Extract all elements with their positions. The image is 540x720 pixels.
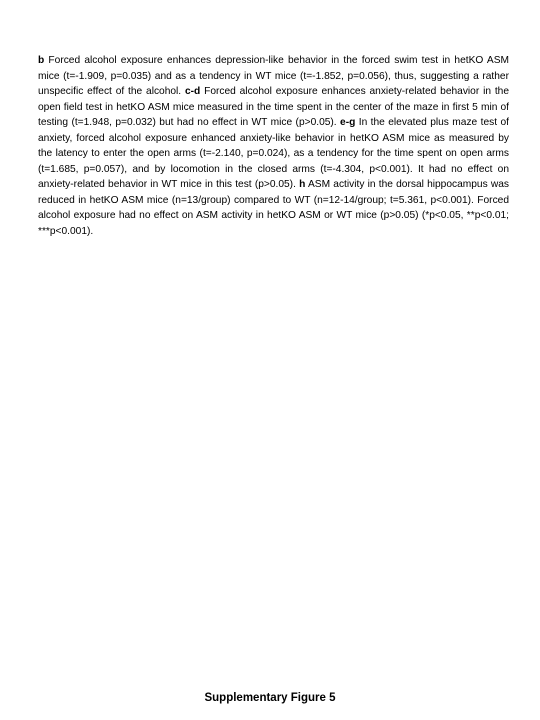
panel-label-e-g: e-g — [340, 117, 356, 128]
caption-text-b: Forced alcohol exposure enhances depression-like behavior in the forced swim test in hetKO ASM mice (t=-1.909, p=0.035) and as a tendency in WT mice (t=-1.852, p=0.056), thus, suggesting a rather unspecific effect of the alcohol. — [38, 55, 509, 97]
figure-caption — [38, 53, 509, 239]
panel-label-h: h — [299, 179, 306, 190]
panel-label-c-d: c-d — [184, 86, 201, 97]
panel-label-b: b — [38, 55, 45, 66]
caption-text-h: ASM activity in the dorsal hippocampus was reduced in hetKO ASM mice (n=13/group) compared to WT (n=12-14/group; t=5.361, p<0.001). Forced alcohol exposure had no effect on ASM activity in hetKO ASM or WT mice (p>0.05) (*p<0.05, **p<0.01; ***p<0.001). — [38, 179, 510, 237]
supplementary-figure-title: Supplementary Figure 5 — [204, 692, 336, 704]
caption-text-c-d: Forced alcohol exposure enhances anxiety-related behavior in the open field test in hetKO ASM mice measured in the time spent in the center of the maze in first 5 min of testing (t=1.948, p=0.032) but had no effect in WT mice (p>0.05). — [38, 86, 510, 128]
caption-text-e-g: In the elevated plus maze test of anxiety, forced alcohol exposure enhanced anxiety-like behavior in hetKO ASM mice as measured by the latency to enter the open arms (t=-2.140, p=0.024), as a tendency for the time spent on open arms (t=1.685, p=0.057), and by locomotion in the closed arms (t=-4.304, p<0.001). It had no effect on anxiety-related behavior in WT mice in this test (p>0.05). — [38, 117, 509, 190]
